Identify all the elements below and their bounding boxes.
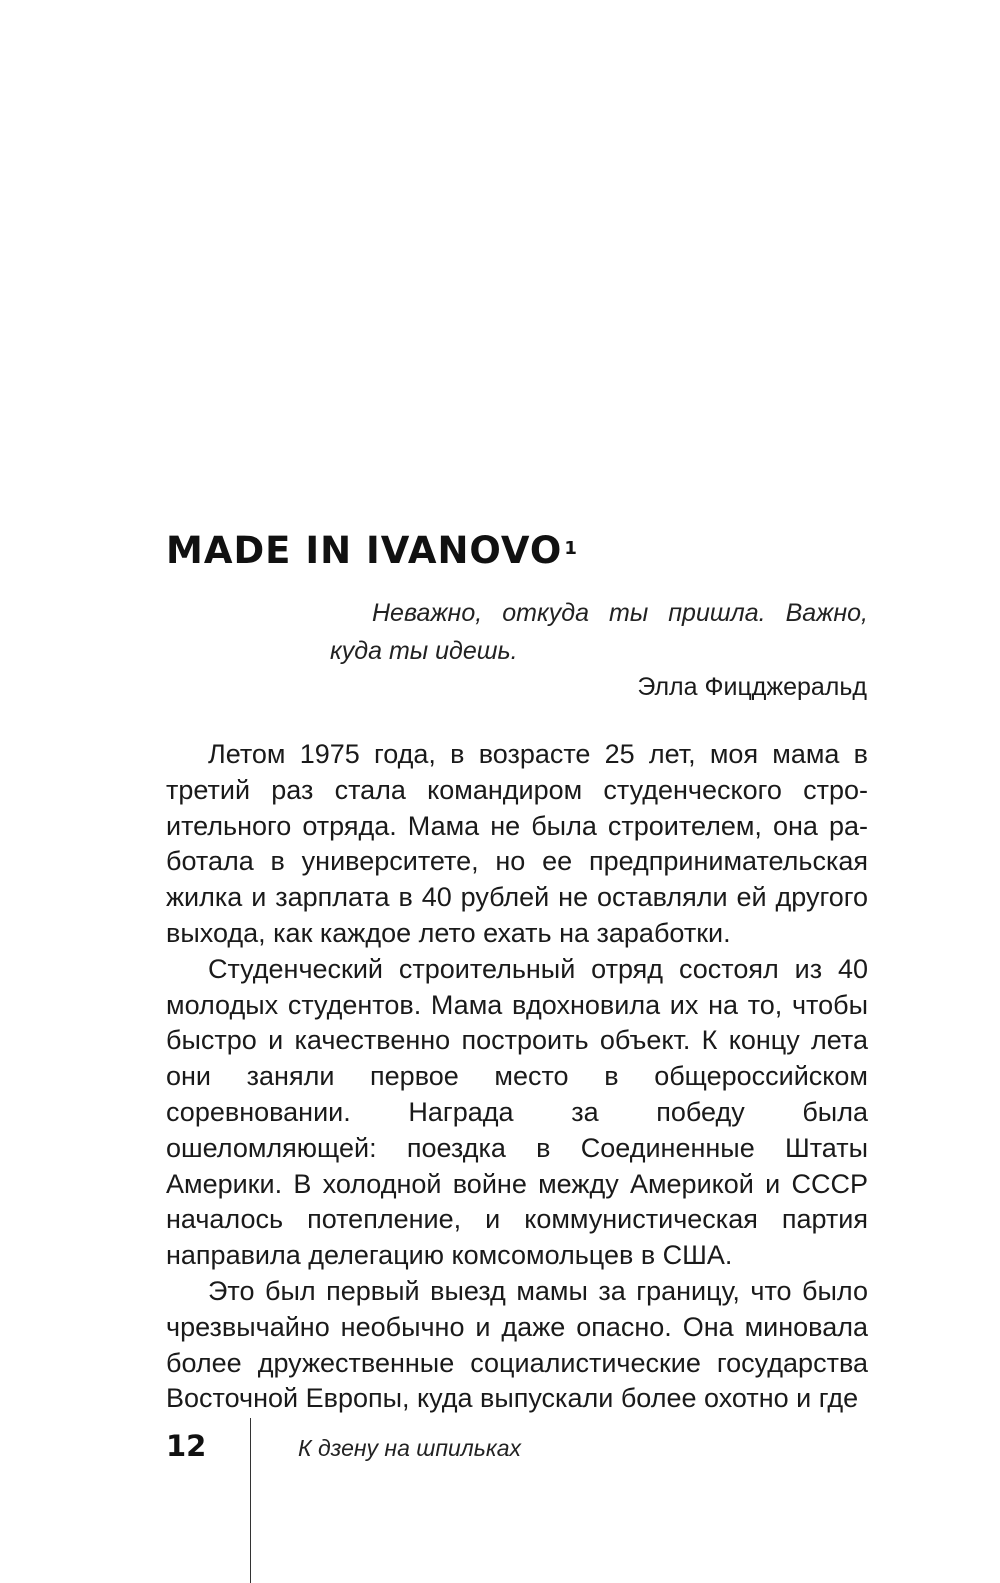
paragraph: Летом 1975 года, в возрасте 25 лет, моя мама в третий раз стала командиром студенческого строительного отряда. Мама не была строителем, она работала в университете, но ее предпринимательская жилка и зарплата в 40 рублей не оставляли ей другого выхода, как каждое лето ехать на заработки. (166, 739, 868, 948)
paragraph: Студенческий строительный отряд состоял из 40 молодых студентов. Мама вдохновила их на то, чтобы быстро и качественно построить объект. К концу лета они заняли первое место в общероссийском соревновании. Награда за победу была ошеломляющей: поездка в Соединенные Штаты Америки. В холодной войне между Америкой и СССР началось потепление, и коммунистическая партия направила делегацию комсомольцев в США. (166, 953, 868, 1271)
paragraph: Это был первый выезд мамы за границу, что было чрезвычайно необычно и даже опасно. Она миновала более дружественные социалистические государства Восточной Европы, куда выпускали более охотно и где (166, 1275, 868, 1414)
page-number: 12 (166, 1429, 207, 1463)
footnote-mark[interactable]: 1 (564, 538, 578, 559)
chapter-title-text: MADE IN IVANOVO (166, 529, 563, 572)
running-title: К дзену на шпильках (298, 1435, 522, 1461)
epigraph-author: Элла Фицджеральд (637, 673, 867, 701)
body-text (166, 737, 868, 1417)
footer-divider (250, 1418, 251, 1583)
epigraph-quote: Неважно, откуда ты пришла. Важно, куда ты идешь. (330, 599, 868, 665)
chapter-title (166, 528, 578, 574)
